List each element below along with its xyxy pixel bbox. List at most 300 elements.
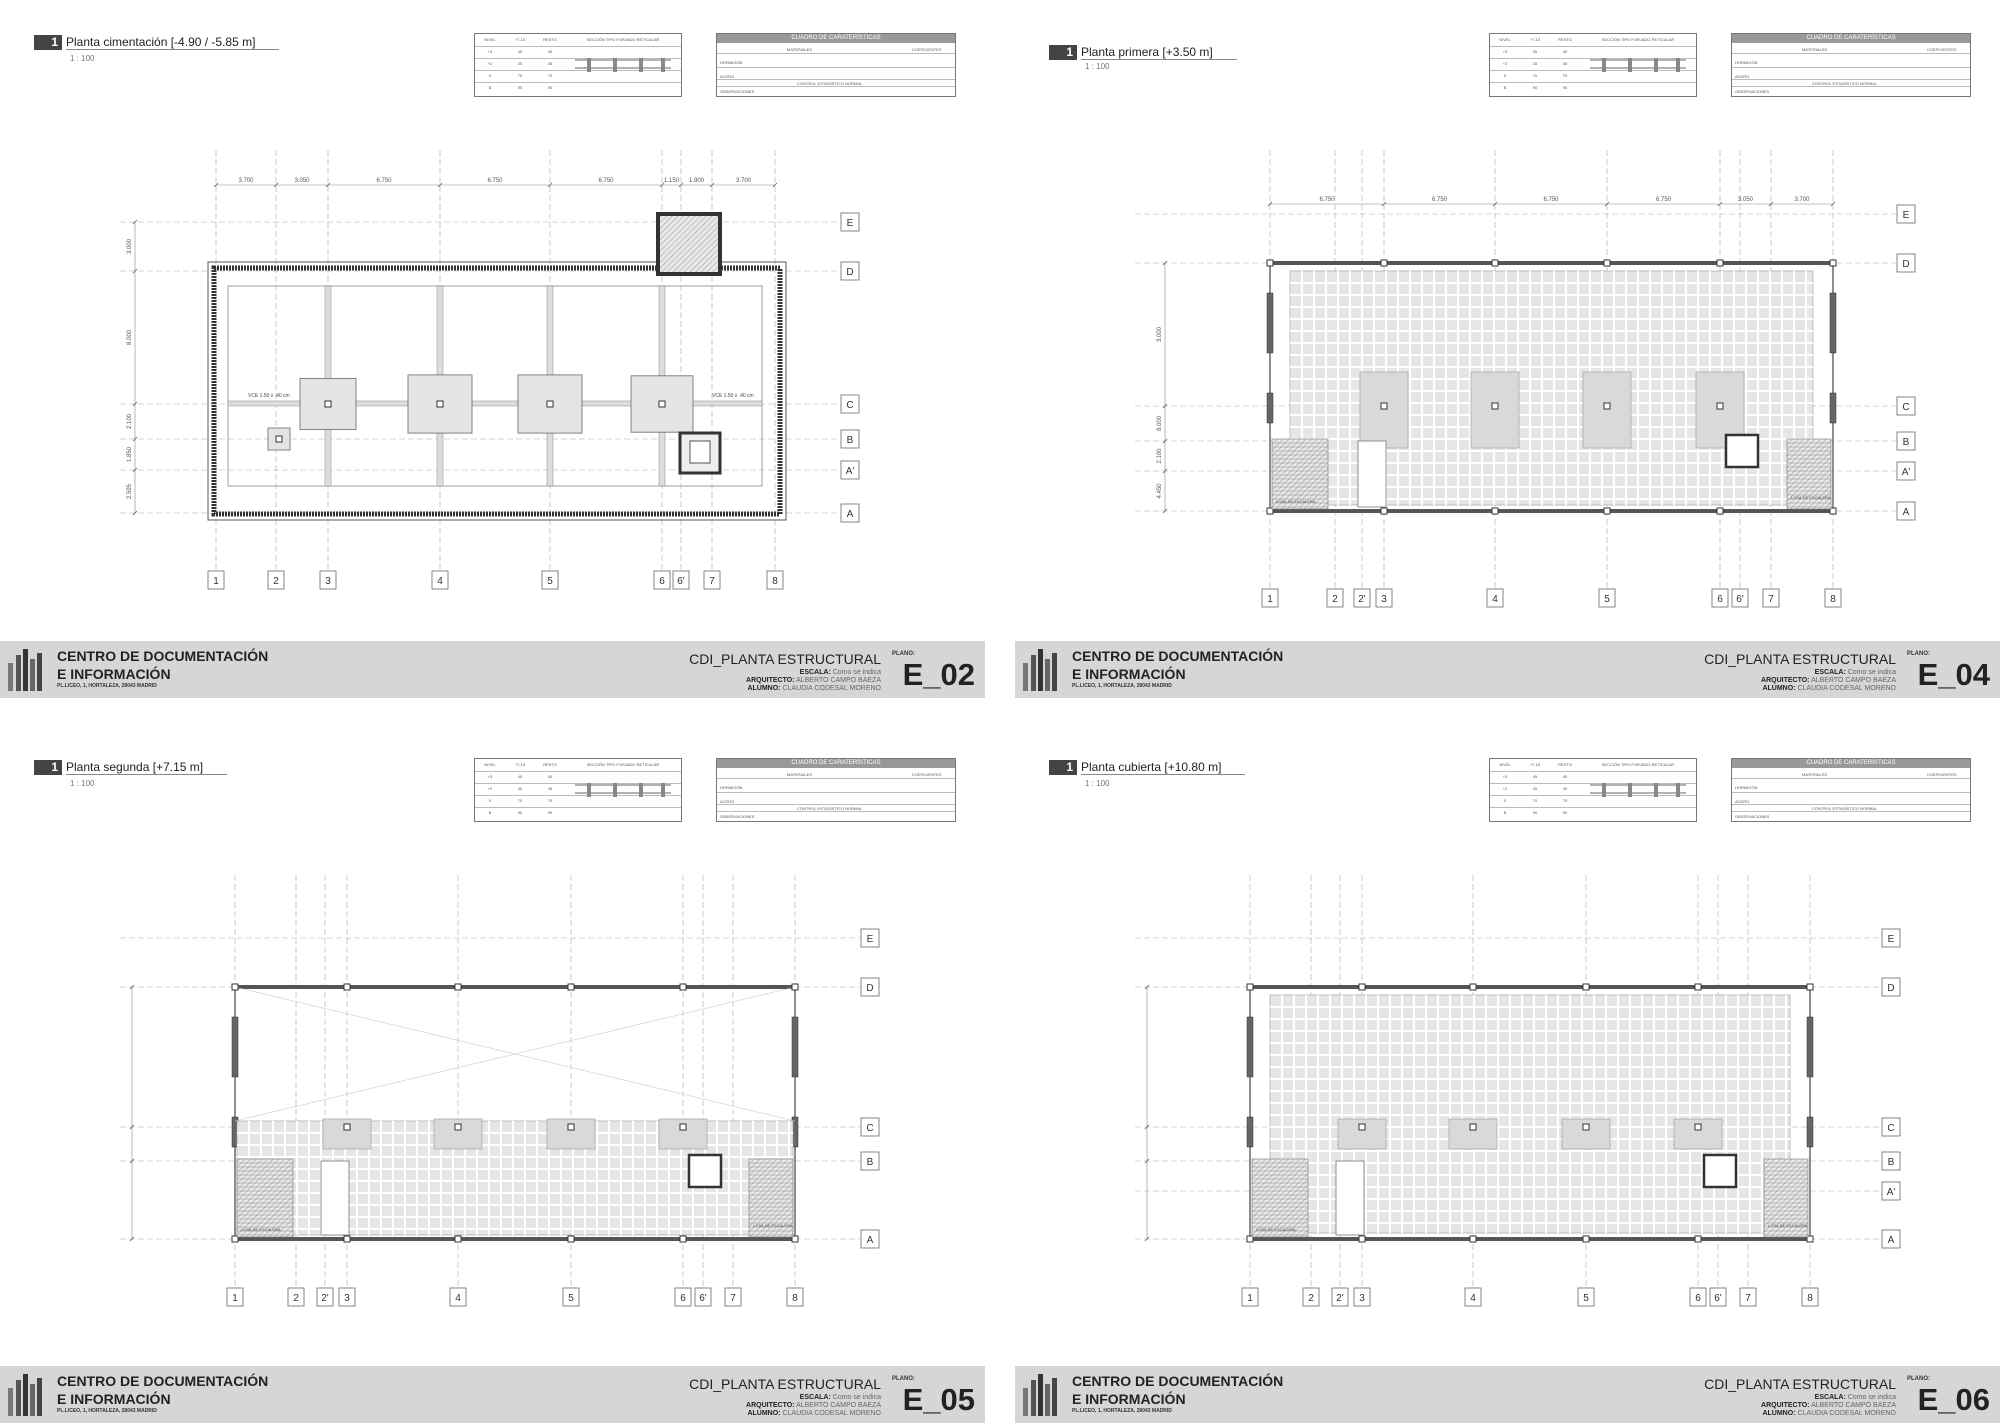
plan-scale: 1 : 100: [1085, 779, 1110, 788]
column-pillar: [792, 984, 798, 990]
levels-table-cell: 45: [1532, 49, 1538, 54]
column-pillar: [1359, 1236, 1365, 1242]
column-pillar: [1830, 260, 1836, 266]
grid-label-col: 6: [680, 1293, 686, 1304]
sheet-e05: [0, 725, 985, 1423]
grid-label-col: 3: [344, 1293, 350, 1304]
levels-table-cell: +2: [487, 61, 493, 66]
grid-label-row: B: [866, 1157, 874, 1168]
grid-label-col: 6': [677, 576, 685, 587]
levels-table-header: NIVEL: [1499, 37, 1511, 42]
sheet-e02: [0, 0, 985, 698]
dimension-text: 4.450: [1157, 483, 1163, 499]
grid-label-col: 6': [1736, 594, 1744, 605]
grid-label-row: A': [1886, 1187, 1896, 1198]
title-block: [1015, 641, 2000, 698]
column-pillar: [344, 1236, 350, 1242]
characteristics-materiales: MATERIALES: [1802, 772, 1828, 777]
elevator-pit-inner: [690, 441, 710, 463]
elevator-shaft: [1726, 435, 1758, 467]
grid-label-col: 8: [792, 1293, 798, 1304]
levels-table-cell: 70: [1532, 798, 1538, 803]
levels-table-cell: 45: [517, 61, 523, 66]
stair-label: LOSA DE ESCALERA: [1276, 499, 1316, 504]
characteristics-title: CUADRO DE CARATERÍSTICAS: [791, 760, 881, 766]
levels-table-header: +7.15: [1529, 37, 1541, 42]
grid-label-col: 2: [293, 1293, 299, 1304]
column-pillar: [1583, 984, 1589, 990]
levels-table-cell: 45: [1562, 49, 1568, 54]
column-pillar: [547, 401, 553, 407]
levels-table-cell: B: [1503, 85, 1507, 90]
column-pillar: [680, 1124, 686, 1130]
column-pillar: [325, 401, 331, 407]
levels-table-header: +7.15: [1529, 762, 1541, 767]
characteristics-coeficientes: COEFICIENTES: [912, 772, 942, 777]
dimension-text: 6.750: [1655, 197, 1672, 203]
plan-title: Planta segunda [+7.15 m]: [66, 760, 227, 775]
column-pillar: [1359, 984, 1365, 990]
characteristics-acero: ACERO: [720, 74, 735, 79]
grid-label-row: D: [1902, 259, 1910, 270]
grid-label-col: 6: [1717, 594, 1723, 605]
sheet-type: CDI_PLANTA ESTRUCTURAL: [1704, 651, 1896, 667]
grid-label-col: 3: [1381, 594, 1387, 605]
logo-bar: [1052, 653, 1057, 691]
levels-table-cell: +3: [487, 49, 493, 54]
levels-table-cell: 0: [488, 73, 492, 78]
levels-table-cell: +3: [487, 774, 493, 779]
logo-bar: [1023, 1388, 1028, 1416]
characteristics-coeficientes: COEFICIENTES: [912, 47, 942, 52]
plano-code: E_04: [1917, 657, 1990, 692]
stair-label: LOSA DE ESCALERA: [1791, 495, 1831, 500]
grid-label-col: 8: [1807, 1293, 1813, 1304]
grid-label-col: 4: [455, 1293, 461, 1304]
column-pillar: [1717, 260, 1723, 266]
grid-label-col: 1: [232, 1293, 238, 1304]
levels-table-cell: 90: [1562, 810, 1568, 815]
logo-bar: [37, 1378, 42, 1416]
column-pillar: [276, 436, 282, 442]
slab-opening: [321, 1161, 349, 1235]
logo-bar: [30, 1384, 35, 1416]
levels-table-header: RESTO: [1558, 37, 1572, 42]
levels-table-cell: 45: [1532, 786, 1538, 791]
column-pillar: [1807, 984, 1813, 990]
levels-table-header: NIVEL: [1499, 762, 1511, 767]
column-pillar: [1695, 984, 1701, 990]
levels-table-cell: 90: [517, 810, 523, 815]
sheet-type: CDI_PLANTA ESTRUCTURAL: [689, 651, 881, 667]
levels-table-header: RESTO: [1558, 762, 1572, 767]
grid-label-row: D: [846, 267, 854, 278]
elevator-shaft: [689, 1155, 721, 1187]
dimension-text: 8.000: [127, 329, 133, 346]
levels-table-header: SECCIÓN TIPO FORJADO RETICULAR: [586, 37, 660, 42]
drop-panel: [1471, 372, 1519, 448]
levels-table-cell: B: [488, 810, 492, 815]
column-pillar: [1604, 403, 1610, 409]
wall-segment: [792, 1017, 798, 1077]
structural-plan-drawing: [0, 0, 985, 641]
drop-panel: [1360, 372, 1408, 448]
grid-label-col: 7: [730, 1293, 736, 1304]
characteristics-coeficientes: COEFICIENTES: [1927, 47, 1957, 52]
characteristics-hormigon: HORMIGÓN: [1735, 785, 1758, 790]
levels-table-cell: 45: [1532, 774, 1538, 779]
grid-label-col: 1: [1247, 1293, 1253, 1304]
levels-table-cell: B: [1503, 810, 1507, 815]
column-pillar: [1381, 403, 1387, 409]
levels-table-cell: 0: [1503, 73, 1507, 78]
column-pillar: [659, 401, 665, 407]
grid-label-col: 2': [321, 1293, 329, 1304]
stair-label: LOSA DE ESCALERA: [753, 1223, 793, 1228]
grid-label-row: E: [866, 934, 874, 945]
column-pillar: [1492, 508, 1498, 514]
column-pillar: [455, 984, 461, 990]
characteristics-control: CONTROL ESTADÍSTICO NORMAL: [797, 81, 863, 86]
grid-label-col: 2: [1332, 594, 1338, 605]
grid-label-col: 7: [1745, 1293, 1751, 1304]
column-pillar: [1267, 260, 1273, 266]
project-address: PL.LICEO, 1, HORTALEZA, 28043 MADRID: [57, 1408, 157, 1414]
levels-table-cell: 45: [1562, 61, 1568, 66]
levels-table-cell: 90: [547, 85, 553, 90]
column-pillar: [1381, 508, 1387, 514]
structural-plan-drawing: [0, 725, 985, 1366]
grid-label-col: 8: [772, 576, 778, 587]
dimension-text: 1.850: [127, 446, 133, 463]
grid-label-row: C: [1887, 1123, 1895, 1134]
grid-label-row: E: [1887, 934, 1895, 945]
plan-title: Planta primera [+3.50 m]: [1081, 45, 1237, 60]
grid-label-row: A': [1901, 467, 1911, 478]
logo-bar: [1023, 663, 1028, 691]
logo-bars-icon: [8, 649, 52, 691]
characteristics-control: CONTROL ESTADÍSTICO NORMAL: [797, 806, 863, 811]
levels-table-cell: 90: [1562, 85, 1568, 90]
levels-table-cell: 45: [517, 49, 523, 54]
slab-opening: [1336, 1161, 1364, 1235]
grid-label-row: A': [845, 466, 855, 477]
dimension-text: 2.100: [1157, 448, 1163, 464]
levels-table-header: RESTO: [543, 762, 557, 767]
beam-label: VCE 1.50 x .40 cm: [712, 393, 754, 399]
wall-segment: [1830, 293, 1836, 353]
levels-table-header: +7.15: [514, 37, 526, 42]
logo-bar: [1038, 649, 1043, 691]
characteristics-observaciones: OBSERVACIONES: [1735, 814, 1770, 819]
levels-table-cell: +2: [1502, 61, 1508, 66]
plano-label: PLANO:: [892, 1376, 915, 1382]
levels-table-cell: 90: [547, 810, 553, 815]
plan-title: Planta cimentación [-4.90 / -5.85 m]: [66, 35, 279, 50]
levels-table-header: NIVEL: [484, 37, 496, 42]
grid-label-row: D: [866, 983, 874, 994]
characteristics-observaciones: OBSERVACIONES: [1735, 89, 1770, 94]
plan-number-tag: 1: [1049, 760, 1077, 775]
grid-label-row: E: [846, 218, 854, 229]
plano-label: PLANO:: [1907, 1376, 1930, 1382]
column-pillar: [568, 1124, 574, 1130]
levels-table-cell: 45: [1532, 61, 1538, 66]
title-block: [1015, 1366, 2000, 1423]
levels-table-cell: 70: [1562, 73, 1568, 78]
logo-bar: [16, 1380, 21, 1416]
annex-footing: [658, 214, 720, 274]
wall-segment: [1267, 393, 1273, 423]
project-title: CENTRO DE DOCUMENTACIÓN E INFORMACIÓN: [57, 648, 269, 682]
column-pillar: [1470, 984, 1476, 990]
characteristics-hormigon: HORMIGÓN: [720, 60, 743, 65]
wall-segment: [1807, 1017, 1813, 1077]
levels-table-cell: 45: [547, 774, 553, 779]
levels-table-header: +7.15: [514, 762, 526, 767]
drop-panel: [1583, 372, 1631, 448]
levels-table-cell: B: [488, 85, 492, 90]
column-pillar: [232, 984, 238, 990]
grid-label-col: 4: [1470, 1293, 1476, 1304]
grid-label-col: 5: [547, 576, 553, 587]
logo-bar: [1052, 1378, 1057, 1416]
logo-bar: [1045, 659, 1050, 691]
characteristics-title: CUADRO DE CARATERÍSTICAS: [1806, 35, 1896, 41]
levels-table-cell: 45: [547, 49, 553, 54]
levels-table-cell: 45: [517, 786, 523, 791]
dimension-text: 1.150: [663, 178, 680, 184]
column-pillar: [437, 401, 443, 407]
dimension-text: 3.050: [294, 178, 310, 184]
sheet-meta: ESCALA: Como se indica ARQUITECTO: ALBERTO CAMPO BAEZA ALUMNO: CLAUDIA CODESAL MORENO: [1761, 1394, 1896, 1417]
column-pillar: [568, 1236, 574, 1242]
levels-table-cell: 90: [517, 85, 523, 90]
dimension-text: 3.700: [238, 178, 254, 184]
levels-table-header: SECCIÓN TIPO FORJADO RETICULAR: [586, 762, 660, 767]
dimension-text: 3.000: [127, 238, 133, 255]
logo-bar: [1038, 1374, 1043, 1416]
logo-bar: [23, 649, 28, 691]
dimension-text: 6.750: [1543, 197, 1559, 203]
dimension-text: 6.750: [487, 178, 503, 184]
project-address: PL.LICEO, 1, HORTALEZA, 28043 MADRID: [1072, 1408, 1172, 1414]
levels-table-cell: 70: [547, 73, 553, 78]
grid-label-col: 4: [437, 576, 443, 587]
plan-title: Planta cubierta [+10.80 m]: [1081, 760, 1245, 775]
column-pillar: [344, 1124, 350, 1130]
column-pillar: [455, 1124, 461, 1130]
grid-label-col: 2': [1336, 1293, 1344, 1304]
grid-label-col: 2: [273, 576, 279, 587]
grid-label-row: A: [1902, 507, 1910, 518]
plano-label: PLANO:: [1907, 651, 1930, 657]
characteristics-control: CONTROL ESTADÍSTICO NORMAL: [1812, 806, 1878, 811]
characteristics-title: CUADRO DE CARATERÍSTICAS: [1806, 760, 1896, 766]
grid-label-row: B: [1887, 1157, 1895, 1168]
characteristics-materiales: MATERIALES: [787, 772, 813, 777]
column-pillar: [680, 1236, 686, 1242]
levels-table-cell: 70: [517, 73, 523, 78]
wall-segment: [1830, 393, 1836, 423]
column-pillar: [1604, 508, 1610, 514]
characteristics-observaciones: OBSERVACIONES: [720, 814, 755, 819]
levels-table-cell: +2: [1502, 786, 1508, 791]
project-title: CENTRO DE DOCUMENTACIÓN E INFORMACIÓN: [1072, 1373, 1284, 1407]
sheet-type: CDI_PLANTA ESTRUCTURAL: [1704, 1376, 1896, 1392]
grid-label-row: E: [1902, 210, 1910, 221]
plano-label: PLANO:: [892, 651, 915, 657]
title-block: [0, 1366, 985, 1423]
dimension-text: 3.700: [1794, 197, 1810, 203]
characteristics-coeficientes: COEFICIENTES: [1927, 772, 1957, 777]
sheet-type: CDI_PLANTA ESTRUCTURAL: [689, 1376, 881, 1392]
levels-table-cell: 90: [1532, 810, 1538, 815]
dimension-text: 3.050: [1737, 197, 1754, 203]
logo-bar: [8, 663, 13, 691]
plan-number-tag: 1: [1049, 45, 1077, 60]
plano-code: E_06: [1917, 1382, 1990, 1417]
slab-opening: [1358, 441, 1386, 507]
grid-label-row: C: [1902, 402, 1910, 413]
levels-table-cell: 45: [1562, 774, 1568, 779]
dimension-text: 6.750: [598, 178, 614, 184]
stair-slab: [1252, 1159, 1308, 1237]
column-pillar: [568, 984, 574, 990]
grid-label-col: 2: [1308, 1293, 1314, 1304]
grid-label-col: 7: [1768, 594, 1774, 605]
retaining-wall: [214, 268, 780, 514]
levels-table-cell: +3: [1502, 774, 1508, 779]
column-pillar: [1717, 403, 1723, 409]
structural-plan-drawing: [1015, 725, 2000, 1366]
plan-scale: 1 : 100: [70, 779, 95, 788]
project-title: CENTRO DE DOCUMENTACIÓN E INFORMACIÓN: [57, 1373, 269, 1407]
title-block: [0, 641, 985, 698]
grid-label-col: 3: [325, 576, 331, 587]
dimension-text: 1.900: [688, 178, 705, 184]
project-title: CENTRO DE DOCUMENTACIÓN E INFORMACIÓN: [1072, 648, 1284, 682]
wall-segment: [1267, 293, 1273, 353]
levels-table-cell: 45: [547, 786, 553, 791]
plano-code: E_05: [902, 1382, 975, 1417]
dimension-text: 6.750: [1431, 197, 1448, 203]
sheet-e04: [1015, 0, 2000, 698]
levels-table-cell: 70: [547, 798, 553, 803]
logo-bar: [37, 653, 42, 691]
grid-label-col: 6': [1714, 1293, 1722, 1304]
grid-label-col: 2': [1358, 594, 1366, 605]
levels-table-cell: 70: [1562, 798, 1568, 803]
logo-bar: [30, 659, 35, 691]
wall-segment: [1247, 1017, 1253, 1077]
project-address: PL.LICEO, 1, HORTALEZA, 28043 MADRID: [1072, 683, 1172, 689]
grid-label-col: 1: [213, 576, 219, 587]
dimension-text: 6.750: [1319, 197, 1335, 203]
stair-label: LOSA DE ESCALERA: [1256, 1227, 1296, 1232]
levels-table-cell: 0: [1503, 798, 1507, 803]
levels-table-cell: +3: [1502, 49, 1508, 54]
column-pillar: [1492, 260, 1498, 266]
plan-number-tag: 1: [34, 35, 62, 50]
plan-number-tag: 1: [34, 760, 62, 775]
structural-plan-drawing: [1015, 0, 2000, 641]
sheet-meta: ESCALA: Como se indica ARQUITECTO: ALBERTO CAMPO BAEZA ALUMNO: CLAUDIA CODESAL MORENO: [746, 1394, 881, 1417]
column-pillar: [1492, 403, 1498, 409]
dimension-text: 8.000: [1157, 415, 1163, 432]
characteristics-acero: ACERO: [720, 799, 735, 804]
levels-table-cell: +2: [487, 786, 493, 791]
grid-label-row: B: [846, 435, 854, 446]
grid-label-col: 8: [1830, 594, 1836, 605]
grid-label-col: 6: [1695, 1293, 1701, 1304]
characteristics-hormigon: HORMIGÓN: [1735, 60, 1758, 65]
column-pillar: [1583, 1124, 1589, 1130]
grid-label-row: A: [1887, 1235, 1895, 1246]
project-address: PL.LICEO, 1, HORTALEZA, 28043 MADRID: [57, 683, 157, 689]
column-pillar: [1695, 1124, 1701, 1130]
characteristics-hormigon: HORMIGÓN: [720, 785, 743, 790]
grid-label-col: 5: [1604, 594, 1610, 605]
levels-table-header: SECCIÓN TIPO FORJADO RETICULAR: [1601, 37, 1675, 42]
characteristics-title: CUADRO DE CARATERÍSTICAS: [791, 35, 881, 41]
levels-table-cell: 0: [488, 798, 492, 803]
characteristics-materiales: MATERIALES: [1802, 47, 1828, 52]
levels-table-cell: 45: [547, 61, 553, 66]
plan-scale: 1 : 100: [70, 54, 95, 63]
logo-bar: [1045, 1384, 1050, 1416]
grid-label-row: C: [866, 1123, 874, 1134]
grid-label-col: 6': [699, 1293, 707, 1304]
characteristics-acero: ACERO: [1735, 799, 1750, 804]
grid-label-row: B: [1902, 437, 1910, 448]
grid-label-col: 7: [709, 576, 715, 587]
logo-bars-icon: [8, 1374, 52, 1416]
logo-bar: [16, 655, 21, 691]
grid-label-col: 5: [1583, 1293, 1589, 1304]
wall-segment: [1807, 1117, 1813, 1147]
grid-label-col: 3: [1359, 1293, 1365, 1304]
column-pillar: [1381, 260, 1387, 266]
levels-table-header: NIVEL: [484, 762, 496, 767]
column-pillar: [1247, 984, 1253, 990]
stair-label: LOSA DE ESCALERA: [1768, 1223, 1808, 1228]
grid-label-col: 1: [1267, 594, 1273, 605]
logo-bar: [1031, 655, 1036, 691]
characteristics-materiales: MATERIALES: [787, 47, 813, 52]
column-pillar: [1717, 508, 1723, 514]
column-pillar: [455, 1236, 461, 1242]
characteristics-acero: ACERO: [1735, 74, 1750, 79]
characteristics-control: CONTROL ESTADÍSTICO NORMAL: [1812, 81, 1878, 86]
column-pillar: [344, 984, 350, 990]
sheet-e06: [1015, 725, 2000, 1423]
column-pillar: [1470, 1124, 1476, 1130]
grid-label-row: D: [1887, 983, 1895, 994]
foundation-outline: [208, 262, 786, 520]
column-pillar: [1695, 1236, 1701, 1242]
plano-code: E_02: [902, 657, 975, 692]
stair-slab: [237, 1159, 293, 1237]
column-pillar: [1604, 260, 1610, 266]
levels-table-header: RESTO: [543, 37, 557, 42]
characteristics-observaciones: OBSERVACIONES: [720, 89, 755, 94]
logo-bar: [8, 1388, 13, 1416]
grid-label-col: 4: [1492, 594, 1498, 605]
grid-label-row: C: [846, 400, 854, 411]
levels-table-cell: 90: [1532, 85, 1538, 90]
grid-label-row: A: [846, 509, 854, 520]
